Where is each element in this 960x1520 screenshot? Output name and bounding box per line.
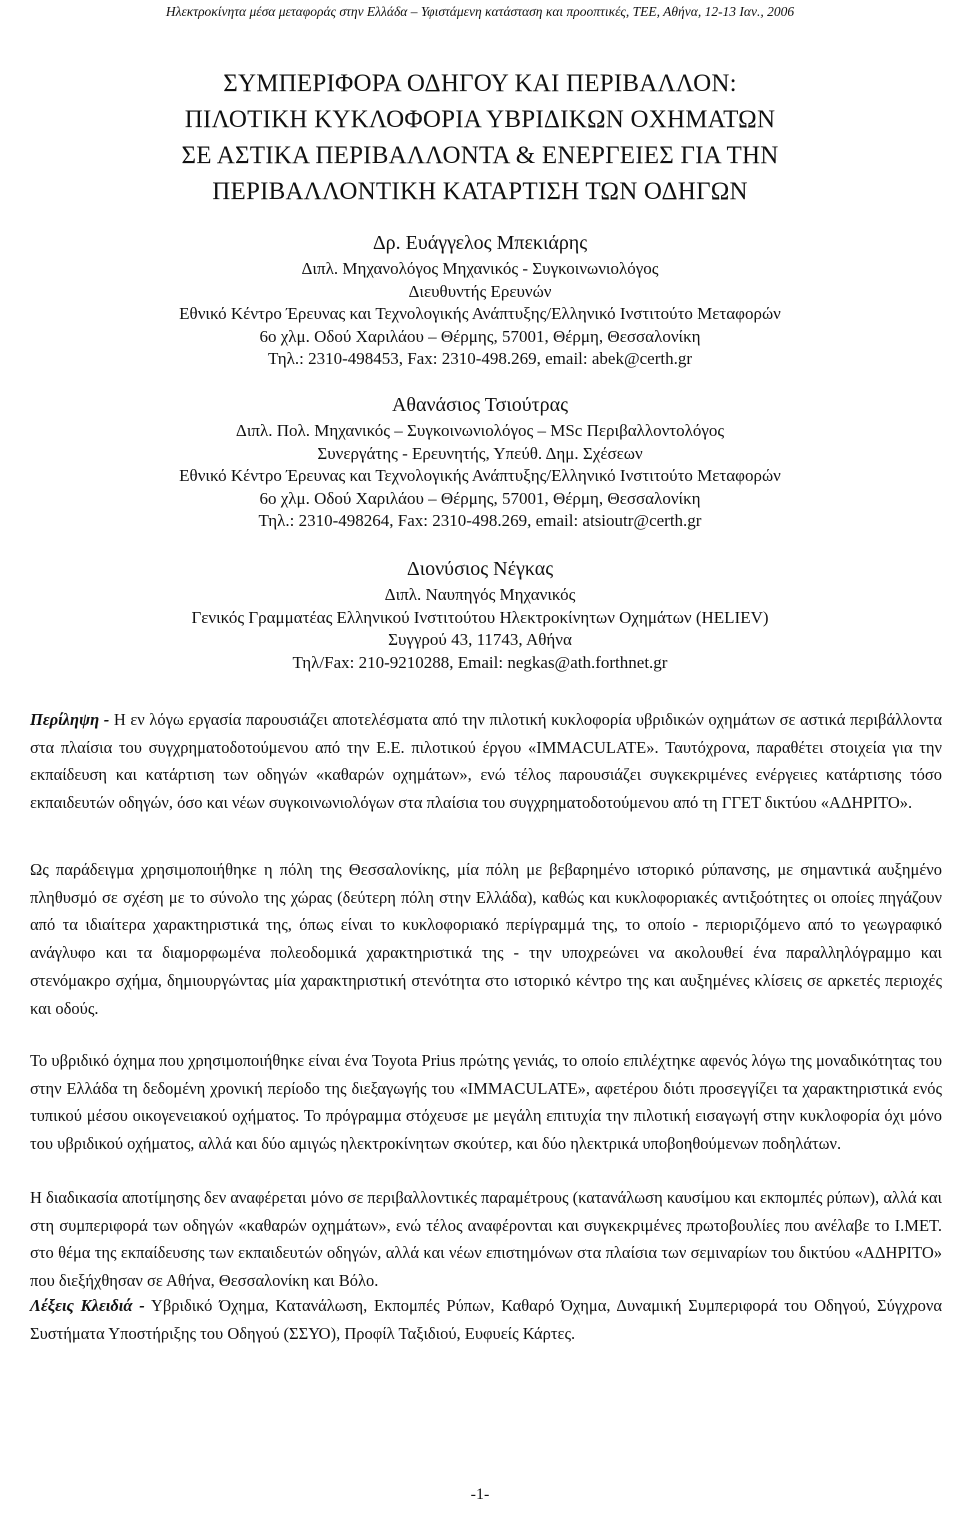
author-name: Αθανάσιος Τσιούτρας xyxy=(391,394,569,416)
abstract-label: Περίληψη - xyxy=(30,710,110,729)
author-affiliation-line: Διπλ. Ναυπηγός Μηχανικός xyxy=(384,585,576,604)
keywords-label: Λέξεις Κλειδιά - xyxy=(30,1296,145,1315)
author-contact-line: Τηλ/Fax: 210-9210288, Email: negkas@ath.forthnet.gr xyxy=(292,652,668,672)
author-block-3 xyxy=(0,554,960,674)
author-block-2 xyxy=(0,390,960,533)
author-address-line: Συγγρού 43, 11743, Αθήνα xyxy=(388,630,572,649)
author-affiliation-line: Εθνικό Κέντρο Έρευνας και Τεχνολογικής Ανάπτυξης/Ελληνικό Ινστιτούτο Μεταφορών xyxy=(179,304,781,323)
author-contact-line: Τηλ.: 2310-498264, Fax: 2310-498.269, email: atsioutr@certh.gr xyxy=(258,511,702,530)
author-name: Διονύσιος Νέγκας xyxy=(406,558,554,580)
page-number: -1- xyxy=(470,1486,490,1503)
paper-title xyxy=(0,66,960,210)
author-address-line: 6ο χλμ. Οδού Χαριλάου – Θέρμης, 57001, Θέρμη, Θεσσαλονίκη xyxy=(259,488,701,508)
keywords-text: Υβριδικό Όχημα, Κατανάλωση, Εκπομπές Ρύπων, Καθαρό Όχημα, Δυναμική Συμπεριφορά του Οδηγού, Σύγχρονα Συστήματα Υποστήριξης του Οδηγού (ΣΣΥΟ), Προφίλ Ταξιδιού, Ευφυείς Κάρτες. xyxy=(30,1296,943,1343)
author-affiliation-line: Εθνικό Κέντρο Έρευνας και Τεχνολογικής Ανάπτυξης/Ελληνικό Ινστιτούτο Μεταφορών xyxy=(179,466,781,485)
author-address-line: 6ο χλμ. Οδού Χαριλάου – Θέρμης, 57001, Θέρμη, Θεσσαλονίκη xyxy=(259,326,701,346)
author-affiliation-line: Διπλ. Μηχανολόγος Μηχανικός - Συγκοινωνιολόγος xyxy=(301,259,659,278)
abstract xyxy=(30,706,942,817)
author-contact-line: Τηλ.: 2310-498453, Fax: 2310-498.269, email: abek@certh.gr xyxy=(267,349,693,368)
title-line: ΣΥΜΠΕΡΙΦΟΡΑ ΟΔΗΓΟΥ ΚΑΙ ΠΕΡΙΒΑΛΛΟΝ: xyxy=(223,70,737,97)
author-name: Δρ. Ευάγγελος Μπεκιάρης xyxy=(372,232,588,254)
title-line: ΠΙΛΟΤΙΚΗ ΚΥΚΛΟΦΟΡΙΑ ΥΒΡΙΔΙΚΩΝ ΟΧΗΜΑΤΩΝ xyxy=(184,106,776,133)
author-affiliation-line: Γενικός Γραμματέας Ελληνικού Ινστιτούτου Ηλεκτροκίνητων Οχημάτων (HELIEV) xyxy=(191,607,769,627)
running-header: Ηλεκτροκίνητα μέσα μεταφοράς στην Ελλάδα – Υφιστάμενη κατάσταση και προοπτικές, ΤΕΕ, Αθήνα, 12-13 Ιαν., 2006 xyxy=(165,4,795,19)
author-affiliation-line: Διευθυντής Ερευνών xyxy=(408,281,552,301)
author-affiliation-line: Συνεργάτης - Ερευνητής, Υπεύθ. Δημ. Σχέσεων xyxy=(317,443,643,463)
title-line: ΠΕΡΙΒΑΛΛΟΝΤΙΚΗ ΚΑΤΑΡΤΙΣΗ ΤΩΝ ΟΔΗΓΩΝ xyxy=(212,178,748,205)
body-paragraph-2: Το υβριδικό όχημα που χρησιμοποιήθηκε είναι ένα Toyota Prius πρώτης γενιάς, το οποίο επιλέχτηκε αφενός λόγω της μοναδικότητας του στην Ελλάδα τη δεδομένη χρονική περίοδο της διεξαγωγής του «IMMACULATE», αφετέρου διότι προσεγγίζει τα χαρακτηριστικά ενός τυπικού μέσου οικογενειακού οχήματος. Το πρόγραμμα στόχευσε με μεγάλη επιτυχία την πιλοτική εισαγωγή στην κυκλοφορία όχι μόνο του υβριδικού οχήματος, αλλά και δύο αμιγώς ηλεκτροκίνητων σκούτερ, και δύο ηλεκτρικά υποβοηθούμενων ποδηλάτων. xyxy=(30,1051,942,1154)
keywords xyxy=(30,1292,942,1347)
abstract-text: Η εν λόγω εργασία παρουσιάζει αποτελέσματα από την πιλοτική κυκλοφορία υβριδικών οχημάτων σε αστικά περιβάλλοντα στα πλαίσια του συγχρηματοδοτούμενου από την Ε.Ε. πιλοτικού έργου «IMMACULATE». Ταυτόχρονα, παραθέτει στοιχεία για την εκπαίδευση και κατάρτιση των οδηγών «καθαρών οχημάτων», ενώ τέλος παρουσιάζει συγκεκριμένες ενέργειες κατάρτισης τόσο εκπαιδευτών οδηγών, όσο και νέων συγκοινωνιολόγων στα πλαίσια του συγχρηματοδοτούμενου από τη ΓΓΕΤ δικτύου «ΑΔΗΡΙΤΟ». xyxy=(30,710,943,813)
body-paragraph-1: Ως παράδειγμα χρησιμοποιήθηκε η πόλη της Θεσσαλονίκης, μία πόλη με βεβαρημένο ιστορικό ρύπανσης, με σημαντικά αυξημένο πληθυσμό σε σχέση με το σύνολο της χώρας (δεύτερη πόλη στην Ελλάδα), καθώς και κυκλοφοριακές αντιξοότητες οι οποίες πηγάζουν από τα ιδιαίτερα χαρακτηριστικά της, όπως είναι το κυκλοφοριακό περίγραμμά της, το οποίο - περιοριζόμενο από το γεωγραφικό ανάγλυφο και τα διαμορφωμένα πολεοδομικά χαρακτηριστικά της - την υποχρεώνει να ακολουθεί ένα παραλληλόγραμμο και στενόμακρο σχήμα, δημιουργώντας μία χαρακτηριστική στενότητα στο ιστορικό κέντρο της και αυξημένες κλίσεις σε αρκετές περιοχές και οδούς. xyxy=(30,860,942,1018)
author-block-1 xyxy=(0,228,960,371)
author-affiliation-line: Διπλ. Πολ. Μηχανικός – Συγκοινωνιολόγος – MSc Περιβαλλοντολόγος xyxy=(235,421,725,440)
title-line: ΣΕ ΑΣΤΙΚΑ ΠΕΡΙΒΑΛΛΟΝΤΑ & ΕΝΕΡΓΕΙΕΣ ΓΙΑ ΤΗΝ xyxy=(181,142,779,169)
body-paragraph-3: Η διαδικασία αποτίμησης δεν αναφέρεται μόνο σε περιβαλλοντικές παραμέτρους (κατανάλωση καυσίμου και εκπομπές ρύπων), αλλά και στη συμπεριφορά των οδηγών «καθαρών οχημάτων», ενώ τέλος αναφέρονται και συγκεκριμένες πρωτοβουλίες που ανέλαβε το Ι.ΜΕΤ. στο θέμα της εκπαίδευσης των εκπαιδευτών οδηγών, αλλά και νέων επιστημόνων στα πλαίσια των σεμιναρίων του δικτύου «ΑΔΗΡΙΤΟ» που διεξήχθησαν σε Αθήνα, Θεσσαλονίκη και Βόλο. xyxy=(30,1188,942,1291)
